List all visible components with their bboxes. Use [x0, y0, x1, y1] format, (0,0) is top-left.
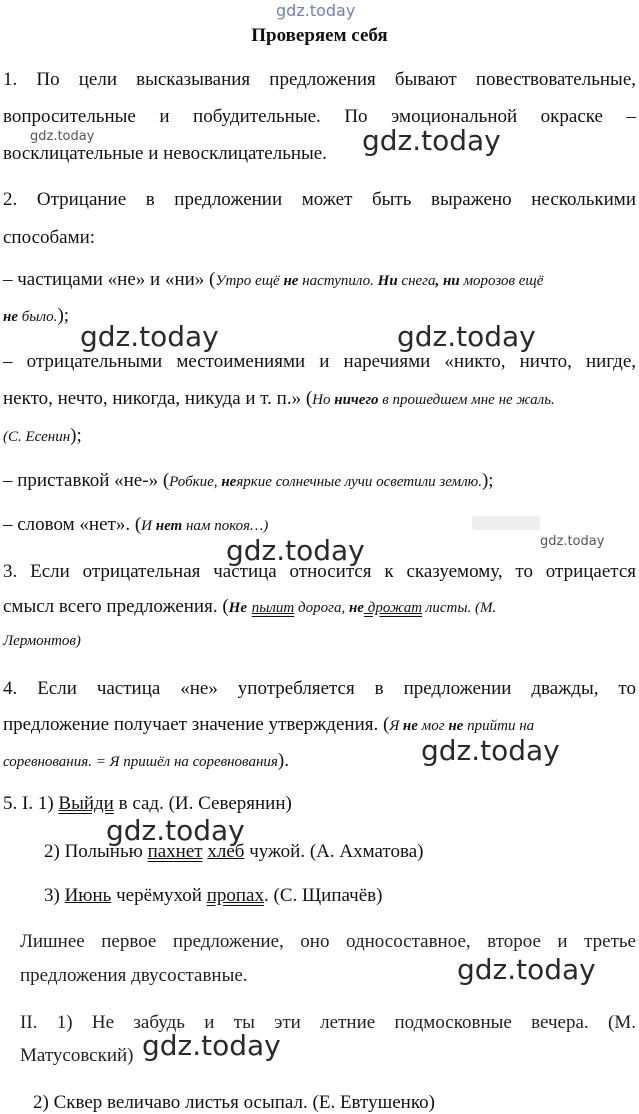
p8-example-6: соревнования. = Я пришёл на соревнования [3, 754, 278, 770]
p7-text: смысл всего предложения. ( [3, 596, 229, 617]
watermark-3: gdz.today [397, 320, 536, 353]
task5-num-3: 3) [44, 885, 65, 906]
watermark-top: gdz.today [276, 1, 356, 20]
task5-line1 [3, 794, 292, 813]
p8-line1: 4. Если частица «не» употребляется в предложении дважды, то [3, 678, 636, 699]
p7-line3: Лермонтов) [3, 633, 81, 649]
p8-text: предложение получает значение утверждения. ( [3, 714, 390, 735]
task5-predicate-1: Выйди [58, 793, 114, 814]
task5-predicate-3: пропах [206, 885, 264, 906]
watermark-5: gdz.today [421, 734, 560, 767]
task5-num: 5. I. 1) [3, 793, 59, 814]
p4-example-2: ничего [334, 392, 379, 408]
p8-example-2: не [402, 718, 418, 734]
p7-example-2: пылит [251, 600, 295, 616]
p4-example-1: Но [312, 392, 335, 408]
p3-example-3: наступило. [298, 273, 378, 289]
p6-example-3: нам покоя…) [182, 518, 269, 534]
p8-close: ). [277, 750, 289, 771]
p3-example-9: было. [18, 309, 58, 325]
p3-line1 [3, 270, 543, 289]
p12-line1: Лишнее первое предложение, оно односоставное, второе и третье [20, 931, 636, 952]
p3-example-5: снега [397, 273, 436, 289]
p1-line2: вопросительные и побудительные. По эмоциональной окраске – [3, 106, 636, 127]
task5-subject-3: Июнь [64, 885, 112, 906]
task5-text-2: 2) Полынью [44, 841, 148, 862]
p8-example-5: прийти на [463, 718, 535, 734]
p3-example-6: , ни [435, 273, 460, 289]
watermark-7: gdz.today [457, 953, 596, 986]
p3-line2 [3, 306, 69, 325]
p5-example-3: яркие солнечные лучи осветили землю. [236, 474, 482, 490]
p7-line2 [3, 597, 636, 616]
p7-example-4: не [348, 600, 364, 616]
p8-example-4: не [448, 718, 464, 734]
task5-rest-1: в сад. (И. Северянин) [113, 793, 292, 814]
p5-close: ); [481, 470, 494, 491]
p1-line1: 1. По цели высказывания предложения бывают повествовательные, [3, 69, 636, 90]
watermark-small-1: gdz.today [30, 129, 95, 144]
task5-text-3: черёмухой [111, 885, 207, 906]
watermark-2: gdz.today [80, 320, 219, 353]
p8-line3 [3, 751, 289, 770]
task5-predicate-2: пахнет [147, 841, 203, 862]
watermark-8: gdz.today [142, 1029, 281, 1062]
p6-example-1: И [141, 518, 156, 534]
p7-example-1: Не [228, 600, 247, 616]
p5-example-1: Робкие, [169, 474, 222, 490]
p5-text: – приставкой «не-» ( [3, 470, 170, 491]
p6-line [3, 515, 268, 534]
p4-line2 [3, 389, 555, 408]
p3-example-7: морозов ещё [459, 273, 544, 289]
watermark-4: gdz.today [226, 534, 365, 567]
p3-text: – частицами «не» и «ни» ( [3, 269, 216, 290]
p3-close: ); [57, 305, 70, 326]
p8-example-1: Я [389, 718, 403, 734]
p3-example-1: Утро ещё [215, 273, 284, 289]
p3-example-4: Ни [377, 273, 398, 289]
p14-line: 2) Сквер величаво листья осыпал. (Е. Евтушенко) [33, 1092, 435, 1113]
p7-example-5: дрожат [363, 600, 423, 616]
watermark-small-2: gdz.today [540, 534, 605, 549]
p6-text: – словом «нет». ( [3, 514, 142, 535]
p8-line2 [3, 715, 534, 734]
p7-example-6: листы. (М. [422, 600, 497, 616]
p2-line2: способами: [3, 227, 96, 248]
watermark-6: gdz.today [106, 814, 245, 847]
p3-example-2: не [283, 273, 299, 289]
p1-line3: восклицательные и невосклицательные. [3, 143, 327, 164]
p4-author: (С. Есенин [3, 429, 71, 445]
p2-line1: 2. Отрицание в предложении может быть выражено несколькими [3, 189, 636, 210]
task5-subject-2: хлеб [207, 841, 245, 862]
p4-line3 [3, 426, 82, 445]
p8-example-3: мог [417, 718, 449, 734]
p4-line1: – отрицательными местоимениями и наречиями «никто, ничто, нигде, [3, 351, 636, 372]
watermark-1: gdz.today [362, 124, 501, 157]
p5-line [3, 471, 494, 490]
p6-example-2: нет [155, 518, 183, 534]
p7-line1: 3. Если отрицательная частица относится к сказуемому, то отрицается [3, 561, 636, 582]
p4-text: некто, нечто, никогда, никуда и т. п.» ( [3, 388, 313, 409]
p7-example-3: дорога, [294, 600, 349, 616]
task5-rest-2: чужой. (А. Ахматова) [244, 841, 424, 862]
p4-close: ); [70, 425, 82, 446]
p12-line2: предложения двусоставные. [20, 965, 248, 986]
p3-example-8: не [3, 309, 18, 325]
p5-example-2: не [221, 474, 237, 490]
page-title: Проверяем себя [251, 25, 388, 46]
task5-rest-3: . (С. Щипачёв) [264, 885, 383, 906]
p13-line2: Матусовский) [20, 1045, 134, 1066]
scan-smudge [472, 516, 540, 530]
p13-line1: II. 1) Не забудь и ты эти летние подмосковные вечера. (М. [20, 1012, 636, 1033]
p4-example-3: в прошедшем мне не жаль. [378, 392, 555, 408]
task5-line3 [44, 886, 382, 905]
